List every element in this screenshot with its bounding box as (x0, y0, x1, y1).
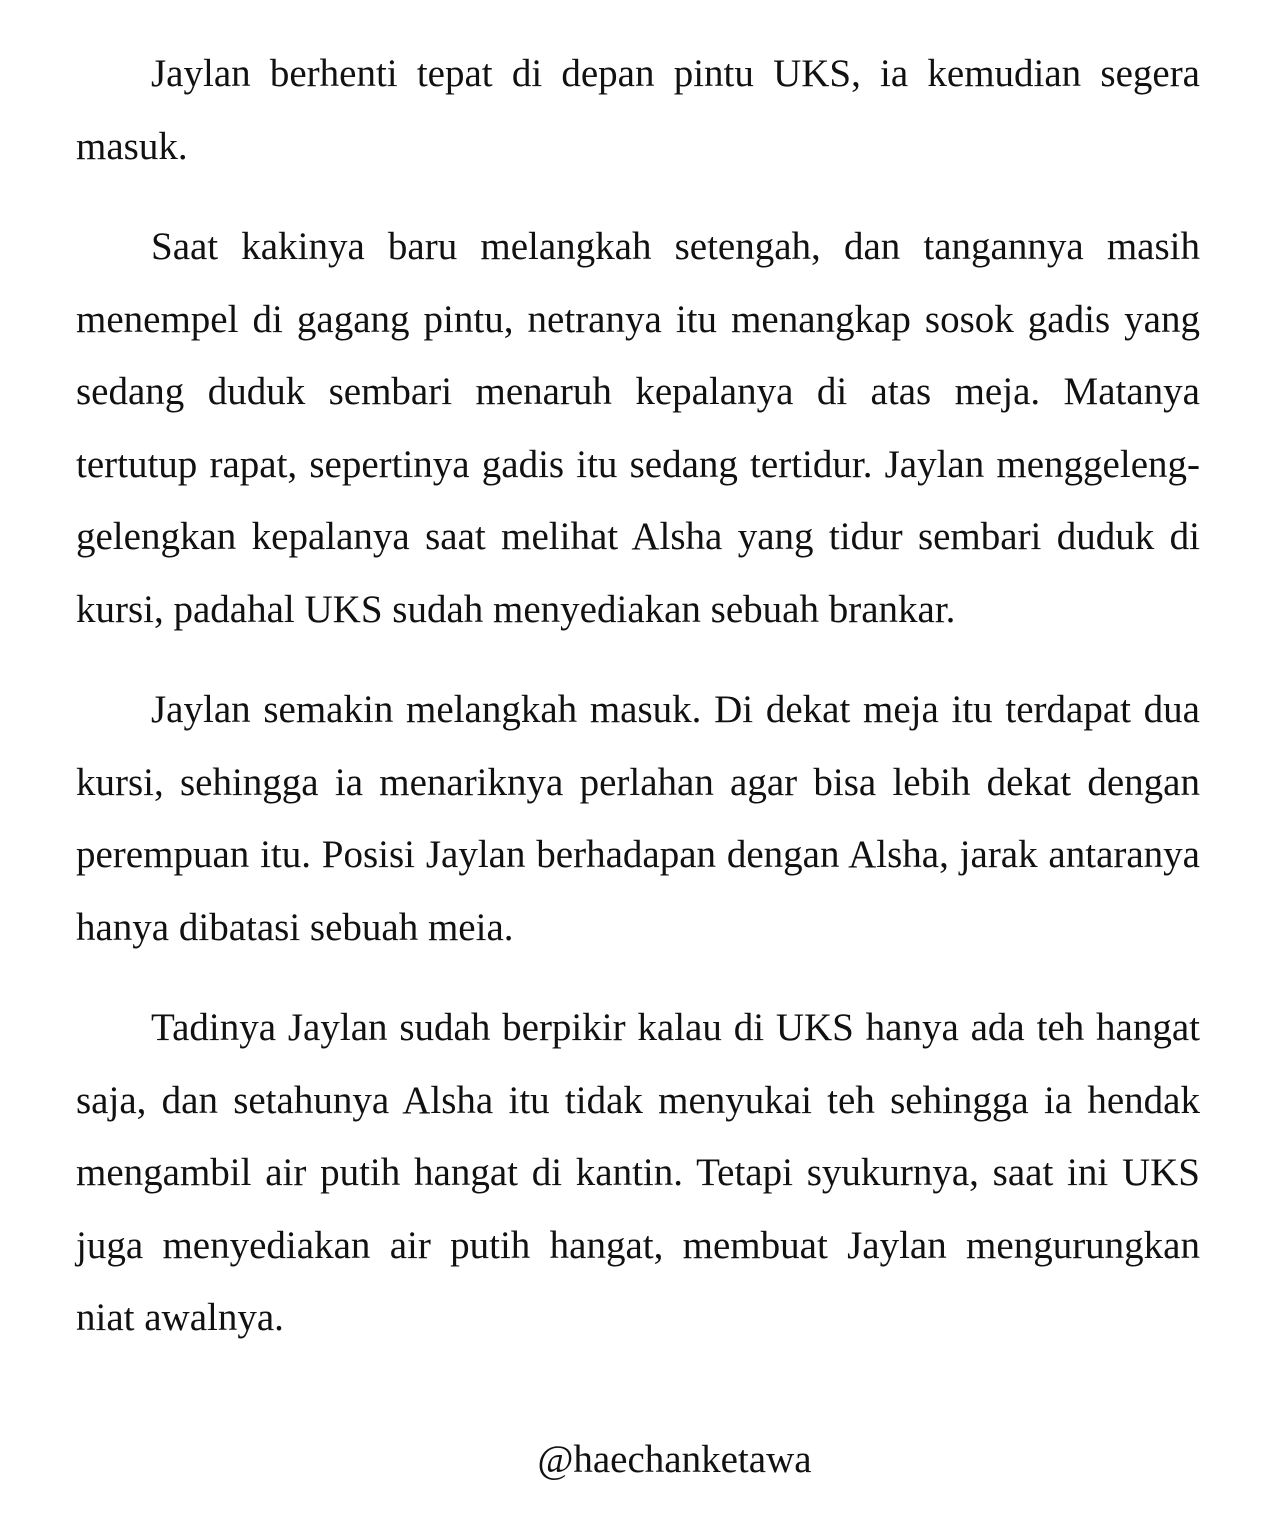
author-handle: @haechanketawa (537, 1438, 812, 1481)
paragraph-2: Saat kakinya baru melangkah setengah, dan tangannya masih menempel di gagang pintu, netranya itu menangkap sosok gadis yang sedang duduk sembari menaruh kepalanya di atas meja. Matanya tertutup rapat, sepertinya gadis itu sedang tertidur. Jaylan menggeleng-gelengkan kepalanya saat melihat Alsha yang tidur sembari duduk di kursi, padahal UKS sudah menyediakan sebuah brankar. (76, 225, 1200, 631)
paragraph-3: Jaylan semakin melangkah masuk. Di dekat meja itu terdapat dua kursi, sehingga ia menariknya perlahan agar bisa lebih dekat dengan perempuan itu. Posisi Jaylan berhadapan dengan Alsha, jarak antaranya hanya dibatasi sebuah meia. (76, 688, 1200, 949)
paragraph-4: Tadinya Jaylan sudah berpikir kalau di UKS hanya ada teh hangat saja, dan setahunya Alsha itu tidak menyukai teh sehingga ia hendak mengambil air putih hangat di kantin. Tetapi syukurnya, saat ini UKS juga menyediakan air putih hangat, membuat Jaylan mengurungkan niat awalnya. (76, 1006, 1200, 1339)
story-page (76, 38, 1200, 1355)
paragraph-1: Jaylan berhenti tepat di depan pintu UKS, ia kemudian segera masuk. (76, 52, 1200, 168)
